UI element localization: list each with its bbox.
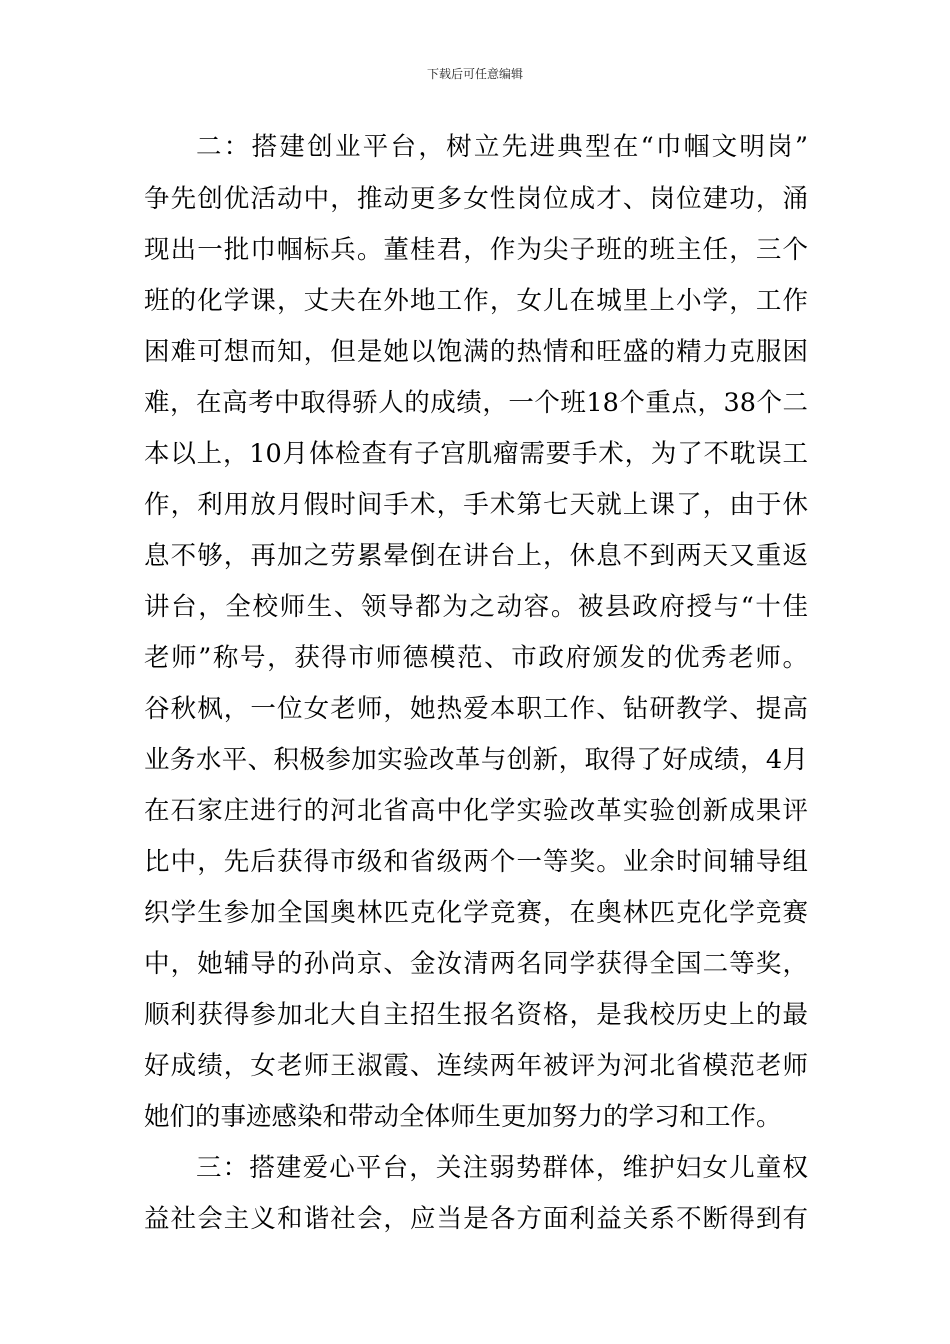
text-line: 她们的事迹感染和带动全体师生更加努力的学习和工作。 [144,1102,782,1132]
text-line: 二：搭建创业平台，树立先进典型在“巾帼文明岗” [196,132,808,162]
text-line: 顺利获得参加北大自主招生报名资格，是我校历史上的最 [144,1000,808,1030]
page-header: 下载后可任意编辑 [426,67,523,81]
text-line: 争先创优活动中，推动更多女性岗位成才、岗位建功，涌 [144,184,808,214]
text-line: 讲台，全校师生、领导都为之动容。被县政府授与“十佳 [144,592,808,622]
text-line: 息不够，再加之劳累晕倒在讲台上，休息不到两天又重返 [144,541,808,571]
text-line: 三：搭建爱心平台，关注弱势群体，维护妇女儿童权 [196,1153,808,1183]
text-line: 老师”称号，获得市师德模范、市政府颁发的优秀老师。 [144,643,808,673]
text-line: 困难可想而知，但是她以饱满的热情和旺盛的精力克服困 [144,337,808,367]
text-line: 在石家庄进行的河北省高中化学实验改革实验创新成果评 [144,796,808,826]
text-line: 谷秋枫，一位女老师，她热爱本职工作、钻研教学、提高 [144,694,808,724]
text-line: 织学生参加全国奥林匹克化学竞赛，在奥林匹克化学竞赛 [144,898,808,928]
text-line: 好成绩，女老师王淑霞、连续两年被评为河北省模范老师 [144,1051,808,1081]
text-line: 业务水平、积极参加实验改革与创新，取得了好成绩，4月 [144,745,808,775]
text-line: 本以上，10月体检查有子宫肌瘤需要手术，为了不耽误工 [144,439,808,469]
text-line: 难，在高考中取得骄人的成绩，一个班18个重点，38个二 [144,388,808,418]
text-line: 现出一批巾帼标兵。董桂君，作为尖子班的班主任，三个 [144,235,808,265]
text-line: 班的化学课，丈夫在外地工作，女儿在城里上小学，工作 [144,286,808,316]
text-line: 比中，先后获得市级和省级两个一等奖。业余时间辅导组 [144,847,808,877]
text-line: 中，她辅导的孙尚京、金汝清两名同学获得全国二等奖， [144,949,808,979]
text-line: 作，利用放月假时间手术，手术第七天就上课了，由于休 [144,490,808,520]
text-line: 益社会主义和谐社会，应当是各方面利益关系不断得到有 [144,1204,808,1234]
